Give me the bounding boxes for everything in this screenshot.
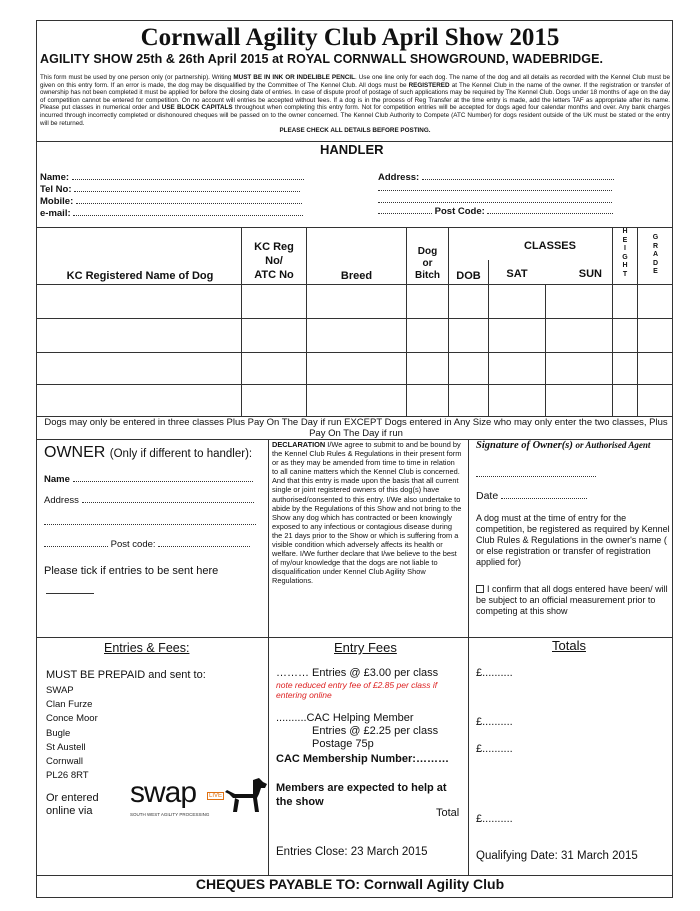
divider xyxy=(468,439,469,875)
handler-postcode-field[interactable]: Post Code: xyxy=(378,206,613,217)
postage-total-field[interactable]: £.......... xyxy=(476,743,513,755)
handler-name-field[interactable]: Name: xyxy=(40,172,304,183)
owner-postcode-field[interactable]: Post code: xyxy=(44,539,250,550)
dog-silhouette-icon xyxy=(223,776,269,816)
declaration-text: DECLARATION I/We agree to submit to and be bound by the Kennel Club Rules & Regulations in their present form or as they may be amended from time to time in relation to all canine matters which the Kennel Club is concerned. And that this entry is made upon the basis that all current single or joint registered owners of this dog(s) have authorised/consented to this entry. I/We also undertake to abide by the Regulations of this Show and not bring to the Show any dog which has contracted or been knowingly exposed to any infectious or contagious disease during the 21 days prior to the Show or which is suffering from a visible condition which adversely affects its health or welfare. I/We further declare that I/we believe to the best of my/our knowledge that the dogs are not liable to disqualification under Kennel Club Agility Show Regulations. xyxy=(272,440,462,586)
measurement-confirm: I confirm that all dogs entered have been/ will be subject to an official measurement prior to competing at this show xyxy=(476,584,668,616)
col-grade: G R A D E xyxy=(652,234,659,276)
entries-close-date: Entries Close: 23 March 2015 xyxy=(276,846,428,858)
show-subtitle: AGILITY SHOW 25th & 26th April 2015 at ROYAL CORNWALL SHOWGROUND, WADEBRIDGE. xyxy=(40,52,604,66)
owner-tick-box[interactable] xyxy=(46,593,94,594)
owner-name-field[interactable]: Name xyxy=(44,474,253,485)
measurement-checkbox[interactable] xyxy=(476,585,484,593)
col-dog-name: KC Registered Name of Dog xyxy=(66,270,214,282)
grand-total-field[interactable]: £.......... xyxy=(476,813,513,825)
signature-date-field[interactable]: Date xyxy=(476,490,587,502)
handler-mobile-field[interactable]: Mobile: xyxy=(40,196,302,207)
entry-fees-heading: Entry Fees xyxy=(334,640,397,655)
col-sun: SUN xyxy=(578,268,602,280)
signature-field[interactable] xyxy=(476,464,596,482)
col-height: H E I G H T xyxy=(622,228,628,278)
entry-rules: This form must be used by one person only (or partnership). Writing MUST BE IN INK OR INDELIBLE PENCIL. Use one line only for each dog. The name of the dog and all details as recorded with the Kennel Club must be given on this entry form. If an error is made, the dog may be disqualified by the Committee of The Kennel Club. All dogs must be REGISTERED at The Kennel Club in the name of the owner. If the registration or transfer of ownership has not been completed it must be applied for before the closing date of entries. In case of dispute proof of postage of such applications may be required by The Kennel Club. Dogs under 18 months of age on the day of competition cannot be entered for competition. On no account will entries be accepted without fees. If a dog is in the process of Reg Transfer at the time entry is made, add the letters TAF as appropriate after its name. Please put classes in numerical order and USE BLOCK CAPITALS throughout when completing this entry form. Not for competition entries will be accepted for dogs aged four calendar months and over. Any bank charges incurred through incorrectly completed or dishonoured cheques will be passed on to the owner concerned. The Kennel Club Authority to Compete (ATC Number) for dogs resident outside of the UK must be stated or the entry will be returned. PLEASE CHECK ALL DETAILS BEFORE POSTING. xyxy=(40,74,670,135)
cac-helper-line[interactable]: ..........CAC Helping Member Entries @ £2.25 per class Postage 75p xyxy=(276,712,439,750)
registration-note: A dog must at the time of entry for the competition, be registered as required by Kennel Club Rules & Regulations in the owner's name ( or else registration or transfer of registration applied for) xyxy=(476,513,670,567)
handler-tel-field[interactable]: Tel No: xyxy=(40,184,300,195)
page-title: Cornwall Agility Club April Show 2015 xyxy=(140,24,560,51)
col-kc-reg: KC Reg No/ ATC No xyxy=(254,241,294,281)
owner-address-line2[interactable] xyxy=(44,517,256,528)
handler-address-line3[interactable] xyxy=(378,195,612,206)
divider xyxy=(36,227,673,228)
total-label: Total xyxy=(436,807,460,819)
cac-total-field[interactable]: £.......... xyxy=(476,716,513,728)
owner-address-field[interactable]: Address xyxy=(44,495,254,506)
col-breed: Breed xyxy=(340,270,373,282)
owner-tick-label: Please tick if entries to be sent here xyxy=(44,565,219,577)
col-dog-or-bitch: Dog or Bitch xyxy=(415,246,440,281)
entries-fee-line[interactable]: ……… Entries @ £3.00 per class xyxy=(276,667,439,679)
divider xyxy=(268,637,269,875)
qualifying-date: Qualifying Date: 31 March 2015 xyxy=(476,850,638,862)
reduced-fee-note: note reduced entry fee of £2.85 per class if entering online xyxy=(276,680,438,700)
handler-address-line2[interactable] xyxy=(378,183,612,194)
handler-email-field[interactable]: e-mail: xyxy=(40,208,303,219)
class-limit-note: Dogs may only be entered in three classes Plus Pay On The Day if run EXCEPT Dogs entered in Any Size who may only enter the two classes, Plus Pay On The Day if run xyxy=(44,417,668,439)
signature-heading: Signature of Owner(s) or Authorised Agent xyxy=(476,440,651,451)
owner-heading: OWNER (Only if different to handler): xyxy=(44,444,253,461)
members-help-note: Members are expected to help at the show xyxy=(276,782,447,808)
membership-number-field[interactable]: CAC Membership Number:……… xyxy=(276,753,449,765)
col-classes: CLASSES xyxy=(524,240,576,252)
handler-heading: HANDLER xyxy=(320,142,384,157)
divider xyxy=(268,439,269,637)
entries-fees-heading: Entries & Fees: xyxy=(104,641,190,655)
entries-total-field[interactable]: £.......... xyxy=(476,667,513,679)
cheques-payable: CHEQUES PAYABLE TO: Cornwall Agility Club xyxy=(195,876,505,892)
postal-address: SWAP Clan Furze Conce Moor Bugle St Austell Cornwall PL26 8RT xyxy=(46,685,98,782)
prepaid-note: MUST BE PREPAID and sent to: xyxy=(46,669,206,681)
totals-heading: Totals xyxy=(552,638,586,653)
online-entry-label: Or entered online via xyxy=(46,792,99,817)
col-dob: DOB xyxy=(456,270,481,282)
col-sat: SAT xyxy=(506,268,528,280)
swap-live-logo[interactable]: swap LIVE SOUTH WEST AGILITY PROCESSING xyxy=(130,776,270,824)
handler-address-field[interactable]: Address: xyxy=(378,172,614,183)
check-details-note: PLEASE CHECK ALL DETAILS BEFORE POSTING. xyxy=(279,127,431,135)
